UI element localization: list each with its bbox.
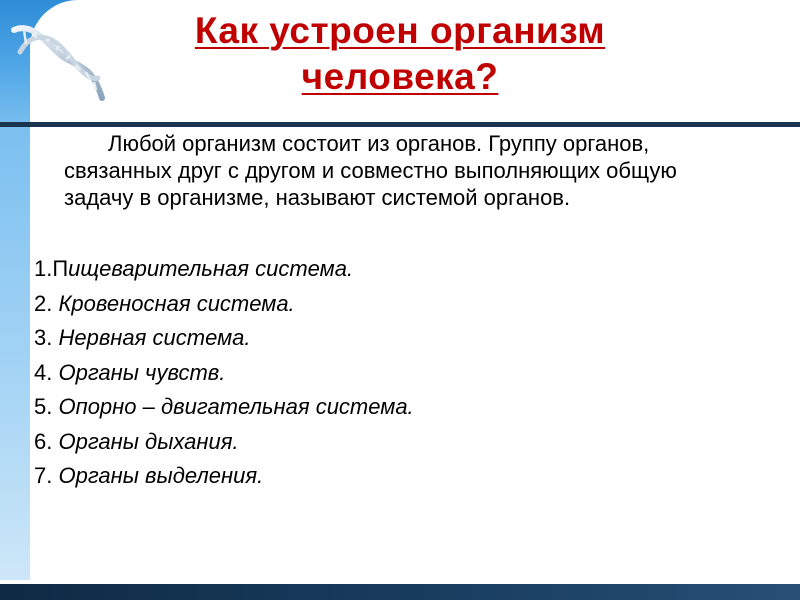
item-number: 5.	[34, 394, 59, 419]
list-item	[34, 252, 734, 287]
item-text: Опорно – двигательная система.	[58, 394, 414, 419]
item-number: 7.	[34, 463, 59, 488]
item-number: 1.П	[34, 256, 69, 281]
intro-paragraph: Любой организм состоит из органов. Группу органов, связанных друг с другом и совместно выполняющих общую задачу в организме, называют системой органов.	[64, 131, 677, 210]
item-number: 2.	[34, 290, 59, 316]
item-text: Органы дыхания.	[58, 428, 239, 454]
list-item	[34, 459, 734, 494]
organ-systems-list	[34, 252, 734, 494]
list-item	[34, 390, 734, 425]
item-number: 3.	[34, 325, 59, 350]
list-item	[34, 321, 734, 356]
item-text: Нервная система.	[58, 325, 251, 350]
item-number: 4.	[34, 359, 59, 385]
item-text: ищеварительная система.	[68, 256, 354, 281]
page-title	[90, 8, 710, 100]
title-line-2: человека?	[301, 56, 499, 97]
list-item	[34, 425, 734, 460]
title-line-1: Как устроен организм	[194, 10, 606, 51]
title-divider	[0, 122, 800, 127]
item-text: Органы чувств.	[58, 359, 226, 385]
item-number: 6.	[34, 428, 59, 454]
item-text: Кровеносная система.	[58, 290, 295, 316]
item-text: Органы выделения.	[58, 463, 264, 488]
list-item	[34, 356, 734, 391]
list-item	[34, 287, 734, 322]
sidebar-gradient	[0, 130, 30, 580]
bottom-bar	[0, 584, 800, 600]
